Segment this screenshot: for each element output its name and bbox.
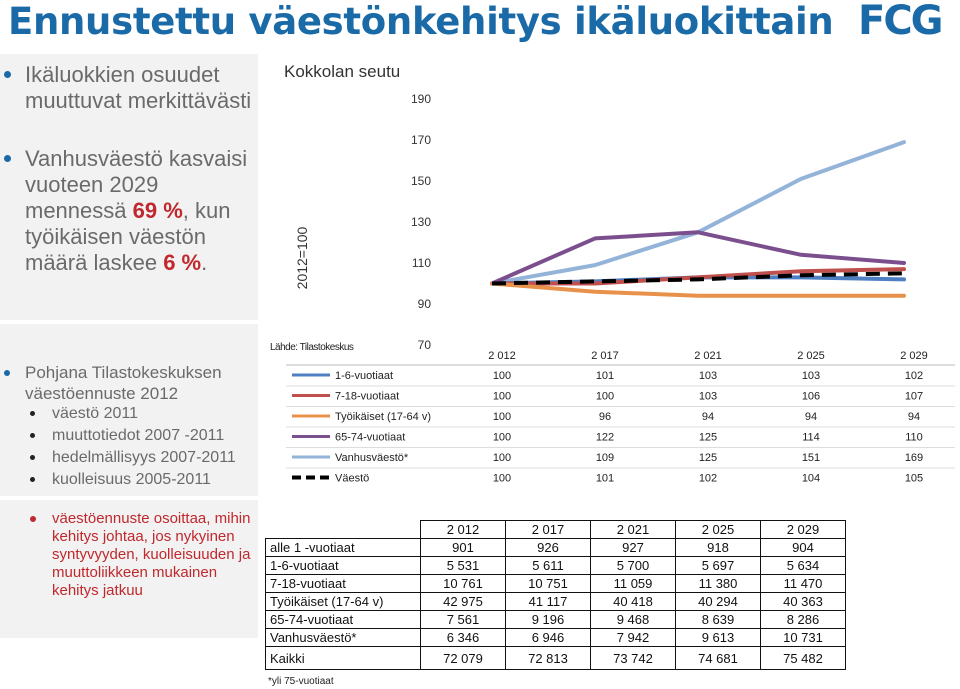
x-category-label: 2 025	[797, 350, 825, 362]
data-value: 106	[801, 390, 821, 403]
row-label: Työikäiset (17-64 v)	[266, 593, 421, 611]
year-header: 2 029	[761, 521, 846, 539]
table-cell: 72 079	[421, 647, 506, 670]
table-cell: 6 346	[421, 629, 506, 647]
page-title: Ennustettu väestönkehitys ikäluokittain	[8, 0, 834, 43]
table-cell: 40 363	[761, 593, 846, 611]
x-category-label: 2 021	[694, 350, 722, 362]
bullet-text: Pohjana Tilastokeskuksen väestöennuste 2012	[25, 363, 222, 403]
table-cell: 5 611	[506, 557, 591, 575]
table-cell: 5 700	[591, 557, 676, 575]
row-label: 7-18-vuotiaat	[266, 575, 421, 593]
sub-bullet-text: väestö 2011	[52, 405, 138, 422]
y-tick-label: 70	[417, 338, 431, 352]
table-row	[266, 647, 846, 670]
y-axis-label: 2012=100	[294, 226, 310, 290]
data-value: 94	[701, 411, 715, 423]
table-cell: 5 697	[676, 557, 761, 575]
table-row	[266, 539, 846, 557]
row-label: Kaikki	[266, 647, 421, 670]
y-tick-label: 90	[417, 297, 431, 311]
row-label: 1-6-vuotiaat	[266, 557, 421, 575]
data-value: 114	[802, 431, 820, 444]
table-cell: 11 470	[761, 575, 846, 593]
table-row	[266, 575, 846, 593]
data-value: 101	[595, 472, 615, 485]
y-tick-label: 130	[410, 215, 431, 229]
x-category-label: 2 017	[591, 350, 619, 362]
source-label: Lähde: Tilastokeskus	[270, 342, 354, 353]
table-cell: 7 942	[591, 629, 676, 647]
data-value: 109	[595, 452, 615, 464]
table-cell: 10 761	[421, 575, 506, 593]
data-value: 100	[595, 390, 615, 403]
data-value: 110	[905, 431, 923, 444]
table-cell: 40 294	[676, 593, 761, 611]
sub-bullet-text: muuttotiedot 2007 -2011	[52, 427, 225, 444]
year-header: 2 017	[506, 521, 591, 539]
row-label: 65-74-vuotiaat	[266, 611, 421, 629]
table-cell: 6 946	[506, 629, 591, 647]
table-cell: 10 731	[761, 629, 846, 647]
sub-bullet-text: kuolleisuus 2005-2011	[52, 471, 211, 488]
data-value: 104	[801, 472, 821, 485]
table-row	[266, 593, 846, 611]
data-value: 102	[904, 370, 924, 382]
year-header: 2 025	[676, 521, 761, 539]
table-cell: 926	[506, 539, 591, 557]
table-cell: 8 639	[676, 611, 761, 629]
table-row	[266, 611, 846, 629]
bullet-conclusion	[30, 510, 255, 600]
table-cell: 9 613	[676, 629, 761, 647]
table-cell: 7 561	[421, 611, 506, 629]
row-label: Vanhusväestö*	[266, 629, 421, 647]
table-cell: 10 751	[506, 575, 591, 593]
legend-label: Vanhusväestö*	[335, 452, 409, 464]
y-tick-label: 190	[410, 92, 431, 106]
table-cell: 11 380	[676, 575, 761, 593]
table-cell: 74 681	[676, 647, 761, 670]
bullet-text: Ikäluokkien osuudet muuttuvat merkittävästi	[25, 62, 252, 113]
data-value: 100	[492, 472, 512, 485]
legend-label: Väestö	[335, 472, 370, 485]
data-value: 122	[595, 431, 615, 444]
x-category-label: 2 012	[488, 350, 516, 362]
table-cell: 5 531	[421, 557, 506, 575]
data-value: 96	[598, 411, 612, 423]
series-line-vanhusv-est-	[492, 142, 904, 283]
bullet-dot	[30, 516, 36, 522]
table-cell: 918	[676, 539, 761, 557]
y-tick-label: 170	[410, 133, 431, 147]
data-value: 125	[698, 431, 718, 444]
table-cell: 40 418	[591, 593, 676, 611]
data-value: 125	[698, 452, 718, 464]
working-age-decline-value: 6 %	[163, 250, 202, 275]
data-value: 151	[801, 452, 821, 464]
legend-label: 65-74-vuotiaat	[335, 431, 406, 444]
data-value: 107	[904, 390, 924, 403]
chart-title: Kokkolan seutu	[284, 62, 401, 81]
population-table	[265, 520, 846, 670]
bullet-text-part: , kun työikäisen väestön määrä laskee	[25, 198, 231, 275]
data-value: 94	[907, 411, 921, 423]
data-value: 103	[801, 370, 821, 382]
year-header: 2 021	[591, 521, 676, 539]
legend-label: 1-6-vuotiaat	[335, 370, 394, 382]
table-corner	[266, 521, 421, 539]
fcg-logo: FCG	[858, 0, 942, 44]
row-label: alle 1 -vuotiaat	[266, 539, 421, 557]
data-value: 100	[492, 370, 512, 382]
table-cell: 904	[761, 539, 846, 557]
elderly-growth-value: 69 %	[132, 198, 183, 223]
table-cell: 8 286	[761, 611, 846, 629]
table-cell: 75 482	[761, 647, 846, 670]
legend-label: Työikäiset (17-64 v)	[335, 411, 431, 423]
bullet-text: väestöennuste osoittaa, mihin kehitys johtaa, jos nykyinen syntyvyyden, kuolleisuuden ja muuttoliikkeen mukainen kehitys jatkuu	[52, 510, 251, 599]
data-value: 100	[492, 411, 512, 423]
data-value: 103	[698, 390, 718, 403]
data-value: 101	[595, 370, 615, 382]
data-value: 103	[698, 370, 718, 382]
table-cell: 9 468	[591, 611, 676, 629]
table-cell: 72 813	[506, 647, 591, 670]
data-value: 100	[492, 390, 512, 403]
table-cell: 42 975	[421, 593, 506, 611]
year-header: 2 012	[421, 521, 506, 539]
legend-label: 7-18-vuotiaat	[335, 390, 400, 403]
table-cell: 73 742	[591, 647, 676, 670]
data-value: 100	[492, 431, 512, 444]
data-value: 94	[804, 411, 818, 423]
table-cell: 927	[591, 539, 676, 557]
table-row	[266, 629, 846, 647]
sub-bullet-text: hedelmällisyys 2007-2011	[52, 449, 236, 466]
x-category-label: 2 029	[900, 350, 928, 362]
data-value: 100	[492, 452, 512, 464]
data-value: 102	[698, 472, 718, 485]
table-header-row	[266, 521, 846, 539]
y-tick-label: 150	[410, 174, 431, 188]
table-row	[266, 557, 846, 575]
table-cell: 9 196	[506, 611, 591, 629]
table-cell: 5 634	[761, 557, 846, 575]
bullet-text-part: Vanhusväestö kasvaisi vuoteen 2029 mennessä	[25, 146, 248, 223]
y-tick-label: 110	[411, 256, 431, 270]
footnote: *yli 75-vuotiaat	[268, 676, 334, 687]
data-value: 169	[904, 452, 924, 464]
table-cell: 11 059	[591, 575, 676, 593]
table-cell: 41 117	[506, 593, 591, 611]
table-cell: 901	[421, 539, 506, 557]
data-value: 105	[904, 472, 924, 485]
bullet-text-part: .	[201, 250, 208, 275]
